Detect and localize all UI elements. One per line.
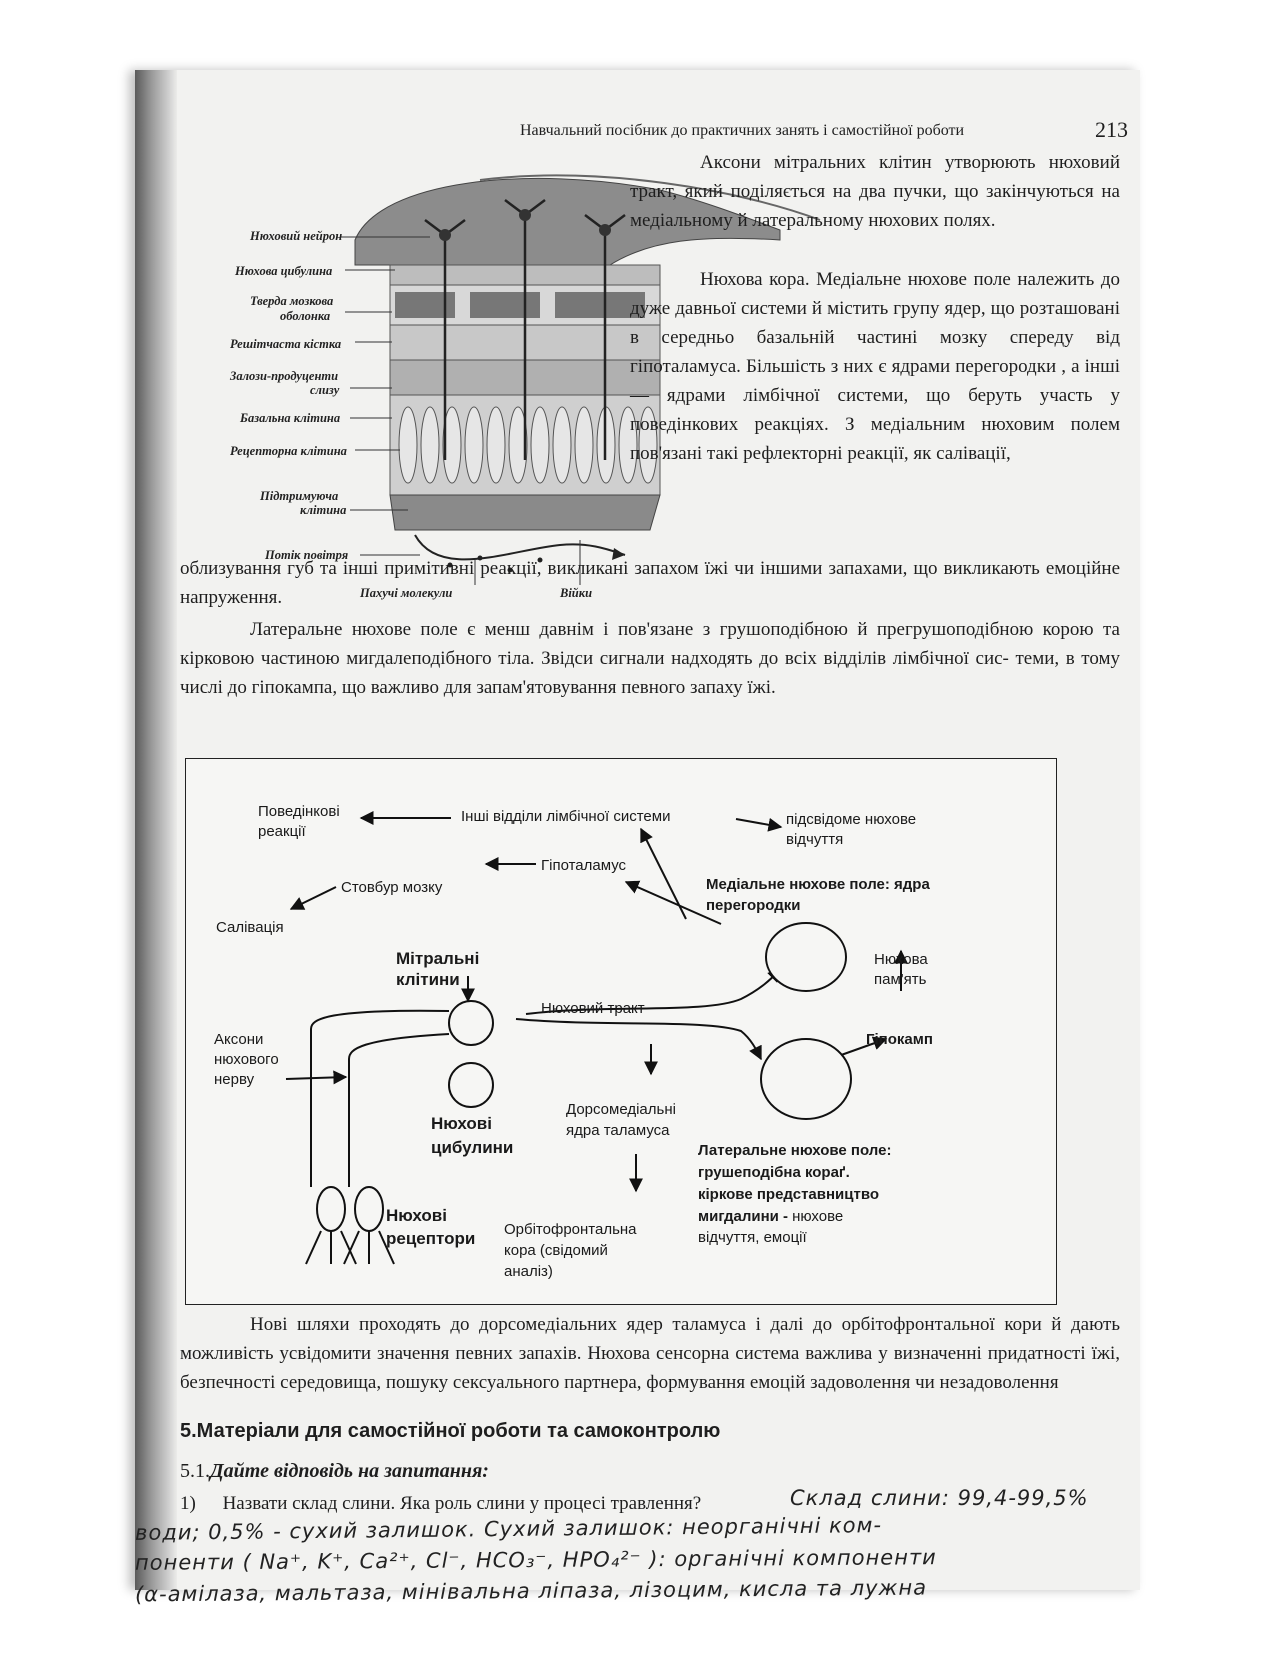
label-olfactory-neuron: Нюховий нейрон	[250, 229, 343, 243]
book-spine-shadow	[135, 70, 177, 1590]
dg-memory-1: Нюхова	[874, 951, 928, 968]
label-cilia: Війки	[560, 586, 593, 600]
dg-salivation: Салівація	[216, 919, 284, 936]
page-number: 213	[1095, 117, 1128, 142]
dg-lateral-field-4: мигдалини -	[698, 1208, 789, 1225]
label-basal-cell: Базальна клітина	[240, 411, 341, 425]
dg-mitral-2: клітини	[396, 970, 460, 989]
label-supporting-cell-2: клітина	[300, 503, 347, 517]
paragraph-medial-cont: облизування губ та інші примітивні реакції, викликані запахом їжі чи іншими запахами, що викликають емоційне напруження.	[180, 558, 1120, 608]
dg-axons-1: Аксони	[214, 1031, 264, 1048]
label-ethmoid-bone: Решітчаста кістка	[230, 337, 342, 351]
dg-bulbs-1: Нюхові	[431, 1114, 492, 1133]
dg-dorsomedial-2: ядра таламуса	[566, 1122, 670, 1139]
question-1-number: 1)	[180, 1493, 196, 1514]
dg-other-limbic: Інші відділи лімбічної системи	[461, 808, 671, 825]
dg-behavioral-2: реакції	[258, 823, 306, 840]
paragraph-lateral-field: Латеральне нюхове поле є менш давнім і пов'язане з грушоподібною й прегрушоподібною корою та кірковою частиною мигдалеподібного тіла. Звідси сигнали надходять до всіх відділів лімбічної сис- теми, в тому числі до гіпокампа, що важливо для запам'ятовування певного запаху їжі.	[180, 619, 1120, 698]
question-1	[180, 1493, 701, 1515]
handwriting-line-3: поненти ( Na⁺, K⁺, Ca²⁺, Cl⁻, HCO₃⁻, HPO₄²⁻ ): органічні компоненти	[134, 1545, 937, 1575]
paragraph-olfactory-cortex: Нюхова кора. Медіальне нюхове поле належить до дуже давньої системи й містить групу ядер, що розташовані в середньо базальній частині мозку спереду від гіпоталамуса. Більшість з них є ядрами перегородки , а інші — ядрами лімбічної системи, що беруть участь у поведінкових реакціях. З медіальним нюховим полем пов'язані такі рефлекторні реакції, як салівації,	[630, 269, 1120, 464]
subsection-number: 5.1.	[180, 1460, 210, 1482]
dg-brainstem: Стовбур мозку	[341, 879, 443, 896]
label-mucus-glands-1: Залози-продуценти	[230, 369, 339, 383]
dg-lateral-field-2: грушеподібна кораґ.	[698, 1164, 850, 1181]
dg-lateral-field-1: Латеральне нюхове поле:	[698, 1142, 892, 1159]
dg-tract: Нюховий тракт	[541, 1000, 645, 1017]
olfactory-pathway-diagram	[185, 758, 1057, 1305]
handwriting-line-4: (α-амілаза, мальтаза, мінівальна ліпаза, лізоцим, кисла та лужна	[134, 1575, 928, 1607]
label-receptor-cell: Рецепторна клітина	[230, 444, 347, 458]
label-dura-2: оболонка	[280, 309, 331, 323]
dg-hypothalamus: Гіпоталамус	[541, 857, 627, 874]
label-supporting-cell-1: Підтримуюча	[260, 489, 339, 503]
dg-mitral-1: Мітральні	[396, 949, 480, 968]
dg-dorsomedial-1: Дорсомедіальні	[566, 1101, 676, 1118]
label-dura-1: Тверда мозкова	[250, 294, 334, 308]
dg-receptors-1: Нюхові	[386, 1206, 447, 1225]
dg-behavioral-1: Поведінкові	[258, 803, 340, 820]
label-air-flow: Потік повітря	[265, 548, 349, 562]
paragraph-axons: Аксони мітральних клітин утворюють нюховий тракт, який поділяється на два пучки, що закінчуються на медіальному й латеральному нюхових полях.	[630, 152, 1120, 231]
running-header	[520, 117, 1128, 142]
dg-axons-3: нерву	[214, 1071, 255, 1088]
book-page	[134, 70, 1140, 1607]
dg-lateral-field-tail: нюхове	[792, 1208, 844, 1225]
question-1-text: Назвати склад слини. Яка роль слини у процесі травлення?	[222, 1493, 702, 1514]
label-olfactory-bulb: Нюхова цибулина	[235, 264, 333, 278]
label-odor-molecules: Пахучі молекули	[360, 586, 453, 600]
dg-medial-field-1: Медіальне нюхове поле: ядра	[706, 876, 930, 893]
dg-lateral-field-4-line	[698, 1208, 843, 1225]
dg-receptors-2: рецептори	[386, 1229, 476, 1248]
section-title: 5.Матеріали для самостійної роботи та самоконтролю	[180, 1420, 721, 1442]
dg-orbitofrontal-3: аналіз)	[504, 1263, 553, 1280]
dg-orbitofrontal-1: Орбітофронтальна	[504, 1221, 637, 1238]
header-title: Навчальний посібник до практичних занять і самостійної роботи	[520, 122, 965, 139]
paragraph-new-paths: Нові шляхи проходять до дорсомедіальних ядер таламуса і далі до орбітофронтальної кори й дають можливість усвідомити значення певних запахів. Нюхова сенсорна система важлива у визначенні придатності їжі, безпечності середовища, пошуку сексуального партнера, формування емоцій задоволення чи незадоволення	[180, 1314, 1120, 1393]
dg-lateral-field-3: кіркове представництво	[698, 1186, 880, 1203]
dg-axons-2: нюхового	[214, 1051, 279, 1068]
subsection-label: Дайте відповідь на запитання:	[210, 1460, 489, 1482]
dg-orbitofrontal-2: кора (свідомий	[504, 1242, 608, 1259]
handwriting-line-1: Склад слини: 99,4-99,5%	[790, 1486, 1089, 1510]
dg-lateral-field-5: відчуття, емоції	[698, 1229, 807, 1246]
dg-bulbs-2: цибулини	[431, 1138, 514, 1157]
dg-hippocampus: Гіпокамп	[866, 1031, 933, 1048]
subsection-heading	[180, 1460, 489, 1483]
label-mucus-glands-2: слизу	[310, 383, 340, 397]
handwriting-line-2: води; 0,5% - сухий залишок. Сухий залишок: неорганічні ком-	[134, 1513, 883, 1545]
dg-subconscious-2: відчуття	[786, 831, 844, 848]
dg-subconscious-1: підсвідоме нюхове	[786, 811, 917, 828]
dg-medial-field-2: перегородки	[706, 897, 801, 914]
dg-memory-2: пам'ять	[874, 971, 927, 988]
